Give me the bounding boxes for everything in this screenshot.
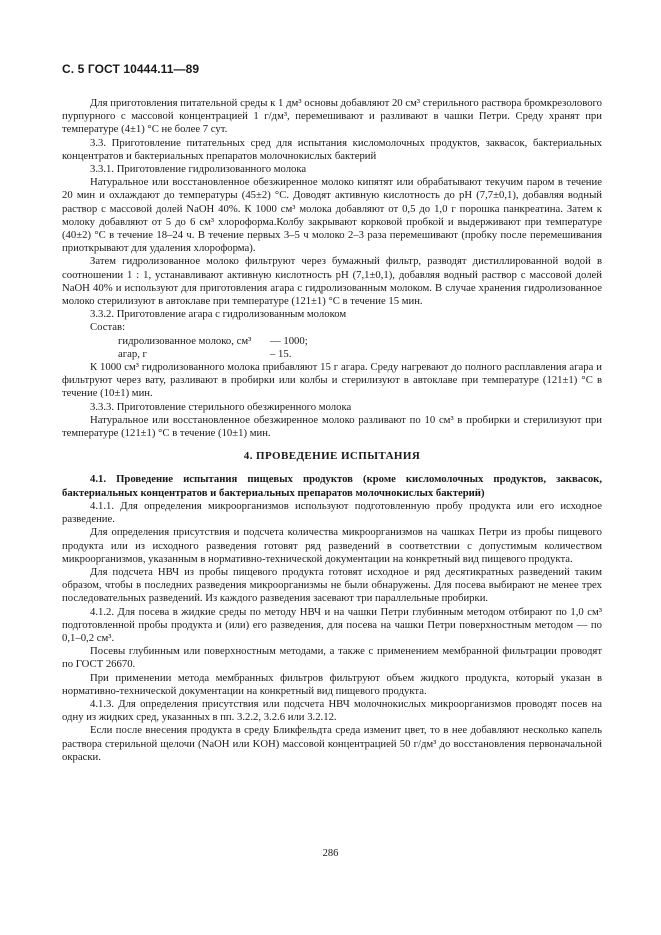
paragraph-medium-preparation: Для приготовления питательной среды к 1 дм³ основы добавляют 20 см³ стерильного раствора бромкрезолового пурпурного с массовой концентрацией 1 г/дм³, перемешивают и разливают в чашки Петри. Среду хранят при температуре (4±1) °С не более 7 сут. bbox=[62, 97, 602, 136]
paragraph-skim-milk: Натуральное или восстановленное обезжиренное молоко разливают по 10 см³ в пробирки и стерилизуют при температуре (121±1) °С в течение (10±1) мин. bbox=[62, 413, 602, 440]
page-number: 286 bbox=[322, 848, 339, 859]
composition-row-milk bbox=[62, 335, 602, 348]
paragraph-membrane-filters: При применении метода мембранных фильтров фильтруют объем жидкого продукта, который указан в нормативно-технической документации на конкретный вид пищевого продукта. bbox=[62, 671, 602, 697]
composition-row-agar bbox=[62, 348, 602, 361]
paragraph-filtering: Затем гидролизованное молоко фильтруют через бумажный фильтр, разводят дистиллированной водой в соотношении 1 : 1, устанавливают активную кислотность pH (7,1±0,1), добавляя водный раствор с массовой долей NaOH 40% и используют для приготовления агара с гидролизованным молоком. В случае хранения гидролизованное молоко стерилизуют в автоклаве при температуре (121±1) °С в течение 15 мин. bbox=[62, 255, 602, 308]
paragraph-blickfeldt: Если после внесения продукта в среду Бликфельдта среда изменит цвет, то в нее добавляют несколько капель раствора стерильной щелочи (NaOH или KOH) массовой концентрацией 50 г/дм³ до восстановления первоначальной окраски. bbox=[62, 724, 602, 763]
document-body bbox=[62, 97, 602, 764]
composition-value: – 15. bbox=[270, 347, 292, 360]
paragraph-3-3: 3.3. Приготовление питательных сред для испытания кисломолочных продуктов, заквасок, бактериальных концентратов и бактериальных препаратов молочнокислых бактерий bbox=[62, 136, 602, 162]
composition-label: Состав: bbox=[90, 321, 126, 334]
paragraph-3-3-2: 3.3.2. Приготовление агара с гидролизованным молоком bbox=[90, 308, 347, 321]
paragraph-3-3-3: 3.3.3. Приготовление стерильного обезжиренного молока bbox=[90, 400, 352, 413]
paragraph-4-1-2: 4.1.2. Для посева в жидкие среды по методу НВЧ и на чашки Петри глубинным методом отбирают по 1,0 см³ подготовленной пробы продукта и (или) его разведения, для посева на чашки Петри поверхностным методом — по 0,1–0,2 см³. bbox=[62, 605, 602, 644]
composition-name: агар, г bbox=[118, 347, 147, 360]
paragraph-hydrolyzed-milk: Натуральное или восстановленное обезжиренное молоко кипятят или обрабатывают текучим паром в течение 20 мин и охлаждают до температуры (45±2) °С. Доводят активную кислотность до pH (7,7±0,1), добавляя водный раствор с массовой долей NaOH 40%. К 1000 см³ молока добавляют от 0,5 до 1,0 г порошка панкреатина. Затем к молоку добавляют от 5 до 6 см³ хлороформа.Колбу закрывают корковой пробкой и выдерживают при температуре (40±2) °С в течение 18–24 ч. В течение первых 3–5 ч молоко 2–3 раза перемешивают (пробку после перемешивания приоткрывают для удаления хлороформа). bbox=[62, 176, 602, 255]
composition-name: гидролизованное молоко, см³ bbox=[118, 334, 252, 347]
composition-value: — 1000; bbox=[270, 334, 308, 347]
paragraph-3-3-1: 3.3.1. Приготовление гидролизованного молока bbox=[90, 163, 307, 176]
paragraph-4-1-3: 4.1.3. Для определения присутствия или подсчета НВЧ молочнокислых микроорганизмов проводят посев на одну из жидких сред, указанных в пп. 3.2.2, 3.2.6 или 3.2.12. bbox=[62, 697, 602, 724]
paragraph-mpn-count: Для подсчета НВЧ из пробы пищевого продукта готовят исходное и ряд десятикратных разведений таким образом, чтобы в последних разведения микроорганизмы не были обнаружены. Для посева выбирают не менее трех последовательных разведений. Из каждого разведения засевают три параллельные пробирки. bbox=[62, 565, 602, 605]
paragraph-membrane: Посевы глубинным или поверхностным методами, а также с применением мембранной фильтрации проводят по ГОСТ 26670. bbox=[62, 645, 602, 671]
paragraph-agar-preparation: К 1000 см³ гидролизованного молока прибавляют 15 г агара. Среду нагревают до полного расплавления агара и фильтруют через вату, разливают в пробирки или колбы и стерилизуют в автоклаве при температуре (121±1) °С в течение (10±1) мин. bbox=[62, 361, 602, 400]
paragraph-petri-dishes: Для определения присутствия и подсчета количества микроорганизмов на чашках Петри из пробы пищевого продукта или из исходного разведения готовят ряд разведений в соответствии с допустимым количеством микроорганизмов, указанным в нормативно-технической документации на конкретный вид пищевого продукта. bbox=[62, 526, 602, 565]
paragraph-4-1: 4.1. Проведение испытания пищевых продуктов (кроме кисломолочных продуктов, заквасок, бактериальных концентратов и бактериальных препаратов молочнокислых бактерий) bbox=[62, 473, 602, 499]
section-title: 4. ПРОВЕДЕНИЕ ИСПЫТАНИЯ bbox=[243, 450, 421, 463]
paragraph-4-1-1: 4.1.1. Для определения микроорганизмов используют подготовленную пробу продукта или его исходное разведение. bbox=[62, 499, 602, 526]
page-header: С. 5 ГОСТ 10444.11—89 bbox=[62, 62, 200, 76]
